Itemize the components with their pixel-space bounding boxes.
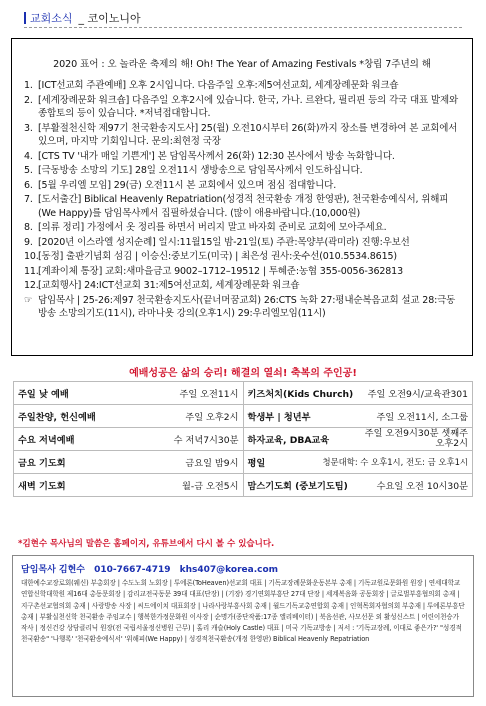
news-item-number: 9. (24, 236, 33, 248)
section-header (24, 10, 141, 26)
schedule-time: 금요일 밤9시 (185, 458, 239, 469)
pastor-phone: 010-7667-4719 (94, 565, 171, 575)
news-item-number: 4. (24, 150, 33, 162)
news-item-text: [CTS TV '내가 매일 기쁜게'] 본 담임목사께서 26(화) 12:30 본사에서 방송 녹화합니다. (38, 150, 395, 162)
schedule-table (13, 381, 473, 497)
news-item-text: [2020년 이스라엘 성지순례] 일시:11월15일 밤-21일(토) 주관:목양부(곽미라) 진행:우보선 (38, 236, 410, 248)
news-item-text: [교회행사] 24:ICT선교회 31:제5여선교회, 세계장례문화 워크숍 (38, 280, 300, 291)
news-item-text: [ICT선교회 주관예배] 오후 2시입니다. 다음주일 오후:제5여선교회, 세계장례문화 워크숍 (38, 80, 399, 91)
schedule-time: 주일 오후2시 (185, 412, 239, 423)
news-item (24, 164, 464, 178)
news-item (24, 294, 464, 321)
news-item-text: [의류 정리] 가정에서 옷 정리를 하면서 버리지 말고 바자회 준비로 교회에 모아주세요. (38, 222, 387, 233)
schedule-label: 수요 저녁예배 (18, 435, 75, 446)
schedule-cell (243, 428, 473, 451)
news-item (24, 179, 464, 193)
schedule-label: 하자교육, DBA교육 (247, 435, 330, 446)
schedule-label: 평일 (247, 458, 266, 469)
news-item-text: [극동방송 소망의 기도] 28일 오전11시 생방송으로 담임목사께서 인도하십니다. (38, 165, 363, 176)
news-item-text: [계좌이체 통장] 교회:새마을금고 9002–1712–19512 | 투혜준:농협 355-0056-362813 (38, 265, 403, 277)
header-sub: _ 코이노니아 (78, 12, 141, 25)
pastor-box (12, 555, 474, 697)
news-item-text: [도서출간] Biblical Heavenly Repatriation(성경적 천국환송 개정 한영판), 천국환송예식서, 위해피(We Happy)를 담임목사께서 집필하셨습니다. (많이 애용바랍니다.(10,000원) (38, 194, 449, 219)
schedule-time: 주일 오전9시/교육관301 (367, 389, 468, 400)
news-item-text: [5월 우리엘 모임] 29(금) 오전11시 본 교회에서 있으며 점심 접대합니다. (38, 179, 337, 191)
header-divider (24, 27, 462, 28)
schedule-row (14, 405, 473, 428)
schedule-row (14, 382, 473, 405)
news-item (24, 79, 464, 93)
replay-note: *김현수 목사님의 말씀은 홈페이지, 유튜브에서 다시 볼 수 있습니다. (18, 539, 275, 549)
news-list (24, 79, 464, 322)
schedule-label: 주일찬양, 헌신예배 (18, 412, 96, 423)
pastor-email[interactable]: khs407@korea.com (179, 565, 279, 575)
schedule-cell (243, 382, 473, 405)
schedule-label: 학생부 | 청년부 (247, 412, 311, 423)
schedule-cell (243, 405, 473, 428)
schedule-cell (14, 405, 244, 428)
schedule-label: 키즈처치(Kids Church) (247, 389, 354, 400)
news-item-text: [세계장례문화 워크숍] 다음주일 오후2시에 있습니다. 한국, 가나. 르완다, 필리핀 등의 각국 대표 발제와 종합토의 등이 있습니다. *저녁접대합니다. (38, 94, 459, 119)
news-item-number: 5. (24, 165, 33, 176)
schedule-row (14, 451, 473, 474)
news-item-number: 2. (24, 94, 33, 106)
schedule-label: 주일 낮 예배 (18, 389, 69, 400)
schedule-time: 수 저녁7시30분 (173, 435, 239, 446)
schedule-time: 주일 오전9시30분 셋째주 오후2시 (364, 428, 468, 449)
news-item-number: 7. (24, 194, 33, 205)
header-bar-icon (24, 12, 26, 24)
schedule-time: 수요일 오전 10시30분 (376, 481, 468, 492)
news-item (24, 279, 464, 293)
pastor-contact (21, 562, 465, 575)
news-item (24, 122, 464, 149)
news-item (24, 236, 464, 250)
header-label: 교회소식 (30, 12, 73, 25)
schedule-cell (243, 451, 473, 474)
news-box (11, 38, 473, 356)
news-item-number: 12. (24, 280, 39, 291)
slogan: 예배성공은 삶의 승리! 해결의 열쇠! 축복의 주인공! (129, 368, 357, 379)
schedule-time: 청문대학: 수 오후1시, 전도: 금 오후1시 (322, 457, 468, 467)
schedule-label: 금요 기도회 (18, 458, 66, 469)
schedule-cell (14, 451, 244, 474)
news-item-text: [부활절천신학 제97기 천국환송지도사] 25(월) 오전10시부터 26(화)까지 장소를 변경하여 본 교회에서 있으며, 마지막 기회입니다. 문의:최현정 국장 (38, 122, 458, 147)
news-item (24, 193, 464, 220)
news-item-number: 10. (24, 251, 39, 262)
schedule-cell (14, 428, 244, 451)
news-item (24, 250, 464, 264)
news-item-text: [동정] 출판기념회 섬김 | 이승신:중보기도(미국) | 최은성 권사:옷수선(010.5534.8615) (38, 251, 397, 262)
schedule-time: 주일 오전11시, 소그룹 (376, 412, 468, 423)
news-item (24, 221, 464, 235)
pastor-name: 담임목사 김현수 (21, 565, 85, 575)
schedule-cell (14, 474, 244, 497)
pastor-bio: 대한예수교장로회(웨신) 부총회장 | 수도노회 노회장 | 투에론(ToHeaven)선교회 대표 | 기독교장례문화운동본부 총재 | 기독교원로문화원 원장 | 연세대학교 연합신학대학원 제16대 총동문회장 | 감리교전국동문 39대 대표(단장) | (기장) 경기연회부흥단 27대 단장 | 세계복음화 공동회장 | 글로벌부흥협의회 총재 | 지구촌선교협의회 총재 | 사랑방송 사장 | 씨드에이치 대표회장 | 나라사랑부흥사회 총재 | 월드기독교총연합회 총재 | 인혁목회자협의회 부총재 | 투에론부흥단 총재 | 부활실천신학 천국환송 주임교수 | 행복한가정문화원 이사장 | 순명가(종단작품:17종 앨리베이터) | 북음선관, 사모선문 외 활성신스트 | 어린이천승가 작사 | 정신건강 상담클리닉 원장(전 국립서울정신병원 근무) | 홀리 캐슬(Holy Castle) 대표 | 미국 기독교방송 | 저서 : '기독교장례, 이대로 좋은가?' "성경적 천국환송" '나행록' '천국환송예식서' '위해피(We Happy) | 성경적천국환송(개정 한영판) Biblical Heavenly Repatriation (21, 579, 465, 644)
schedule-cell (14, 382, 244, 405)
news-item-number: 3. (24, 122, 33, 134)
schedule-label: 새벽 기도회 (18, 481, 66, 492)
news-item-number: ☞ (24, 294, 33, 306)
schedule-time: 주일 오전11시 (179, 389, 239, 400)
schedule-row (14, 428, 473, 451)
news-item (24, 265, 464, 279)
news-item-number: 8. (24, 222, 33, 233)
schedule-time: 월-금 오전5시 (182, 481, 239, 492)
schedule-label: 맘스기도회 (중보기도팀) (247, 481, 348, 492)
news-item (24, 150, 464, 164)
news-item (24, 94, 464, 121)
schedule-cell (243, 474, 473, 497)
news-title: 2020 표어 : 오 놀라운 축제의 해! Oh! The Year of Amazing Festivals *창립 7주년의 해 (53, 59, 431, 70)
news-item-text: 담임목사 | 25-26:제97 천국환송지도사(끝너머꿈교회) 26:CTS 녹화 27:평내순복음교회 설교 28:극동방송 소망의기도(11시), 라마나욧 강의(오후1시) 29:우리엘모임(11시) (38, 294, 456, 319)
news-item-number: 6. (24, 179, 33, 191)
news-item-number: 1. (24, 80, 33, 91)
news-item-number: 11. (24, 265, 39, 277)
schedule-row (14, 474, 473, 497)
